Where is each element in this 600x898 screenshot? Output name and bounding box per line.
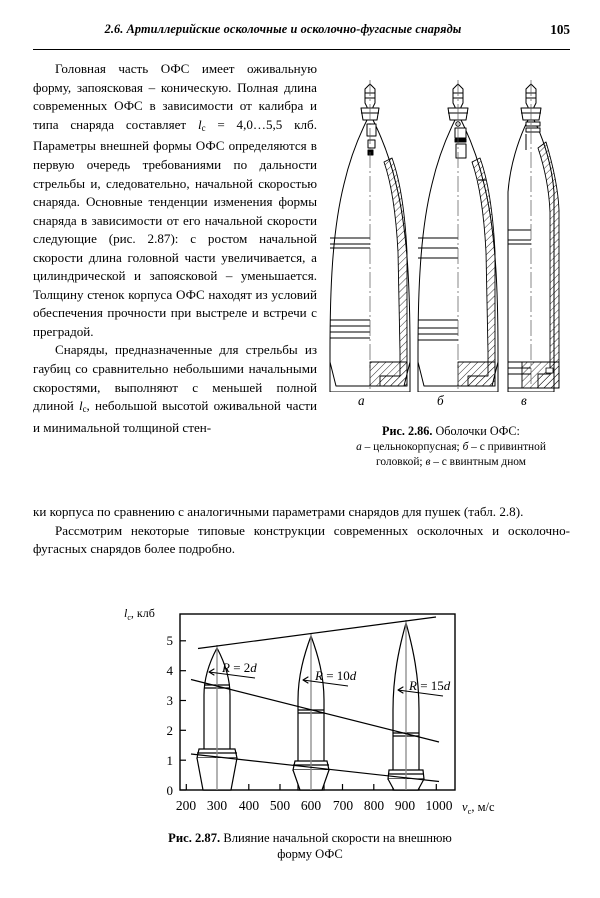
figure-2-86-title: Оболочки ОФС: [432, 424, 520, 438]
svg-text:600: 600 [300, 798, 322, 813]
paragraph-3: Рассмотрим некоторые типовые конструкции современных осколочных и осколочно-фугасных снарядов более подробно. [33, 522, 570, 557]
shell-a-whole-body [330, 80, 410, 392]
annotation-r-10d: R = 10d [315, 668, 357, 683]
figure-2-86-part-letters [318, 393, 583, 411]
annotation-r-15d: R = 15d [409, 678, 451, 693]
figure-2-87-number: Рис. 2.87. [168, 831, 221, 845]
page-number: 105 [550, 22, 570, 37]
figure-2-86-illustration [318, 62, 583, 392]
figure-2-87-chart [110, 600, 510, 825]
svg-text:300: 300 [206, 798, 228, 813]
svg-text:800: 800 [363, 798, 385, 813]
y-axis-label: $l_с$, клб [124, 606, 155, 622]
x-axis-tick-labels [176, 798, 453, 813]
body-text-full-width [33, 503, 570, 559]
figure-2-87-caption [100, 830, 520, 862]
paragraph-2 [33, 341, 317, 437]
svg-text:0: 0 [166, 783, 173, 798]
p1-text-b: = 4,0…5,5 клб. Параметры внешней формы ОФС определяются в первую очередь требованиями по дальности стрельбы и, следовательно, начальной скоростью снаряда. Основные тенденции изменения формы снаряда в зависимости от его начальной скорости следующие (рис. 2.87): с ростом начальной скорости длина головной части увеличивается, а цилиндрической и запоясковой – уменьшается. Толщину стенок корпуса ОФС находят из условий обеспечения прочности при выстреле и встречи с преградой. [33, 116, 317, 339]
figure-2-87-title: Влияние начальной скорости на внешнюю [220, 831, 452, 845]
svg-text:700: 700 [332, 798, 354, 813]
paragraph-1 [33, 60, 317, 341]
shell-drawings-svg [318, 62, 583, 392]
figure-2-87-caption-line-1 [100, 830, 520, 846]
figure-2-86-caption-main [320, 424, 582, 440]
chart-shell-profiles [197, 620, 424, 790]
svg-text:200: 200 [175, 798, 197, 813]
page-header [33, 22, 570, 48]
figure-2-87-caption-line-2: форму ОФС [277, 847, 343, 862]
header-divider [33, 49, 570, 50]
annotation-r-2d: R = 2d [222, 660, 257, 675]
p2-variable-lc: $l_с$ [78, 398, 87, 415]
p1-variable-lc: $l_с$ [197, 116, 206, 133]
svg-text:400: 400 [238, 798, 260, 813]
svg-text:1000: 1000 [425, 798, 453, 813]
svg-text:4: 4 [166, 663, 173, 678]
figure-2-86-caption [320, 424, 582, 471]
shell-b-screwed-head [418, 80, 498, 392]
svg-text:5: 5 [166, 633, 173, 648]
x-axis-label: $v_с$, м/с [462, 800, 495, 816]
paragraph-2-continued: ки корпуса по сравнению с аналогичными параметрами снарядов для пушек (табл. 2.8). [33, 504, 524, 519]
p1-text-a: Головная часть ОФС имеет оживальную форму, запоясковая – коническую. Полная длина современных ОФС в зависимости от калибра и типа снаряда составляет [33, 61, 317, 132]
part-letter-b: б [437, 393, 444, 408]
svg-text:2: 2 [166, 723, 173, 738]
figure-2-86-number: Рис. 2.86. [382, 424, 433, 438]
svg-text:500: 500 [269, 798, 291, 813]
shell-v-screwed-base [508, 80, 559, 392]
running-title: 2.6. Артиллерийские осколочные и осколочно-фугасные снаряды [104, 22, 462, 36]
p2-text-a: Снаряды, предназначенные для стрельбы из гаубиц со сравнительно небольшими начальными скоростями, выполняют с меньшей полной длиной [33, 342, 317, 414]
chart-shell-900 [388, 620, 424, 790]
svg-text:900: 900 [394, 798, 416, 813]
figure-2-86-subcaption-line-1: а – цельнокорпусная; б – с привинтной [356, 440, 546, 453]
y-axis-tick-labels [167, 633, 174, 798]
chart-svg [110, 600, 510, 825]
figure-2-86-subcaption-line-2: головкой; в – с ввинтным дном [375, 456, 526, 469]
svg-text:1: 1 [166, 753, 173, 768]
svg-text:3: 3 [166, 693, 173, 708]
p2-text-b: , небольшой высотой оживальной части и минимальной толщиной стен- [33, 398, 317, 435]
y-axis-ticks [180, 641, 186, 790]
body-text-column [33, 60, 317, 437]
part-letter-a: а [358, 393, 365, 408]
part-letter-v: в [521, 393, 527, 408]
